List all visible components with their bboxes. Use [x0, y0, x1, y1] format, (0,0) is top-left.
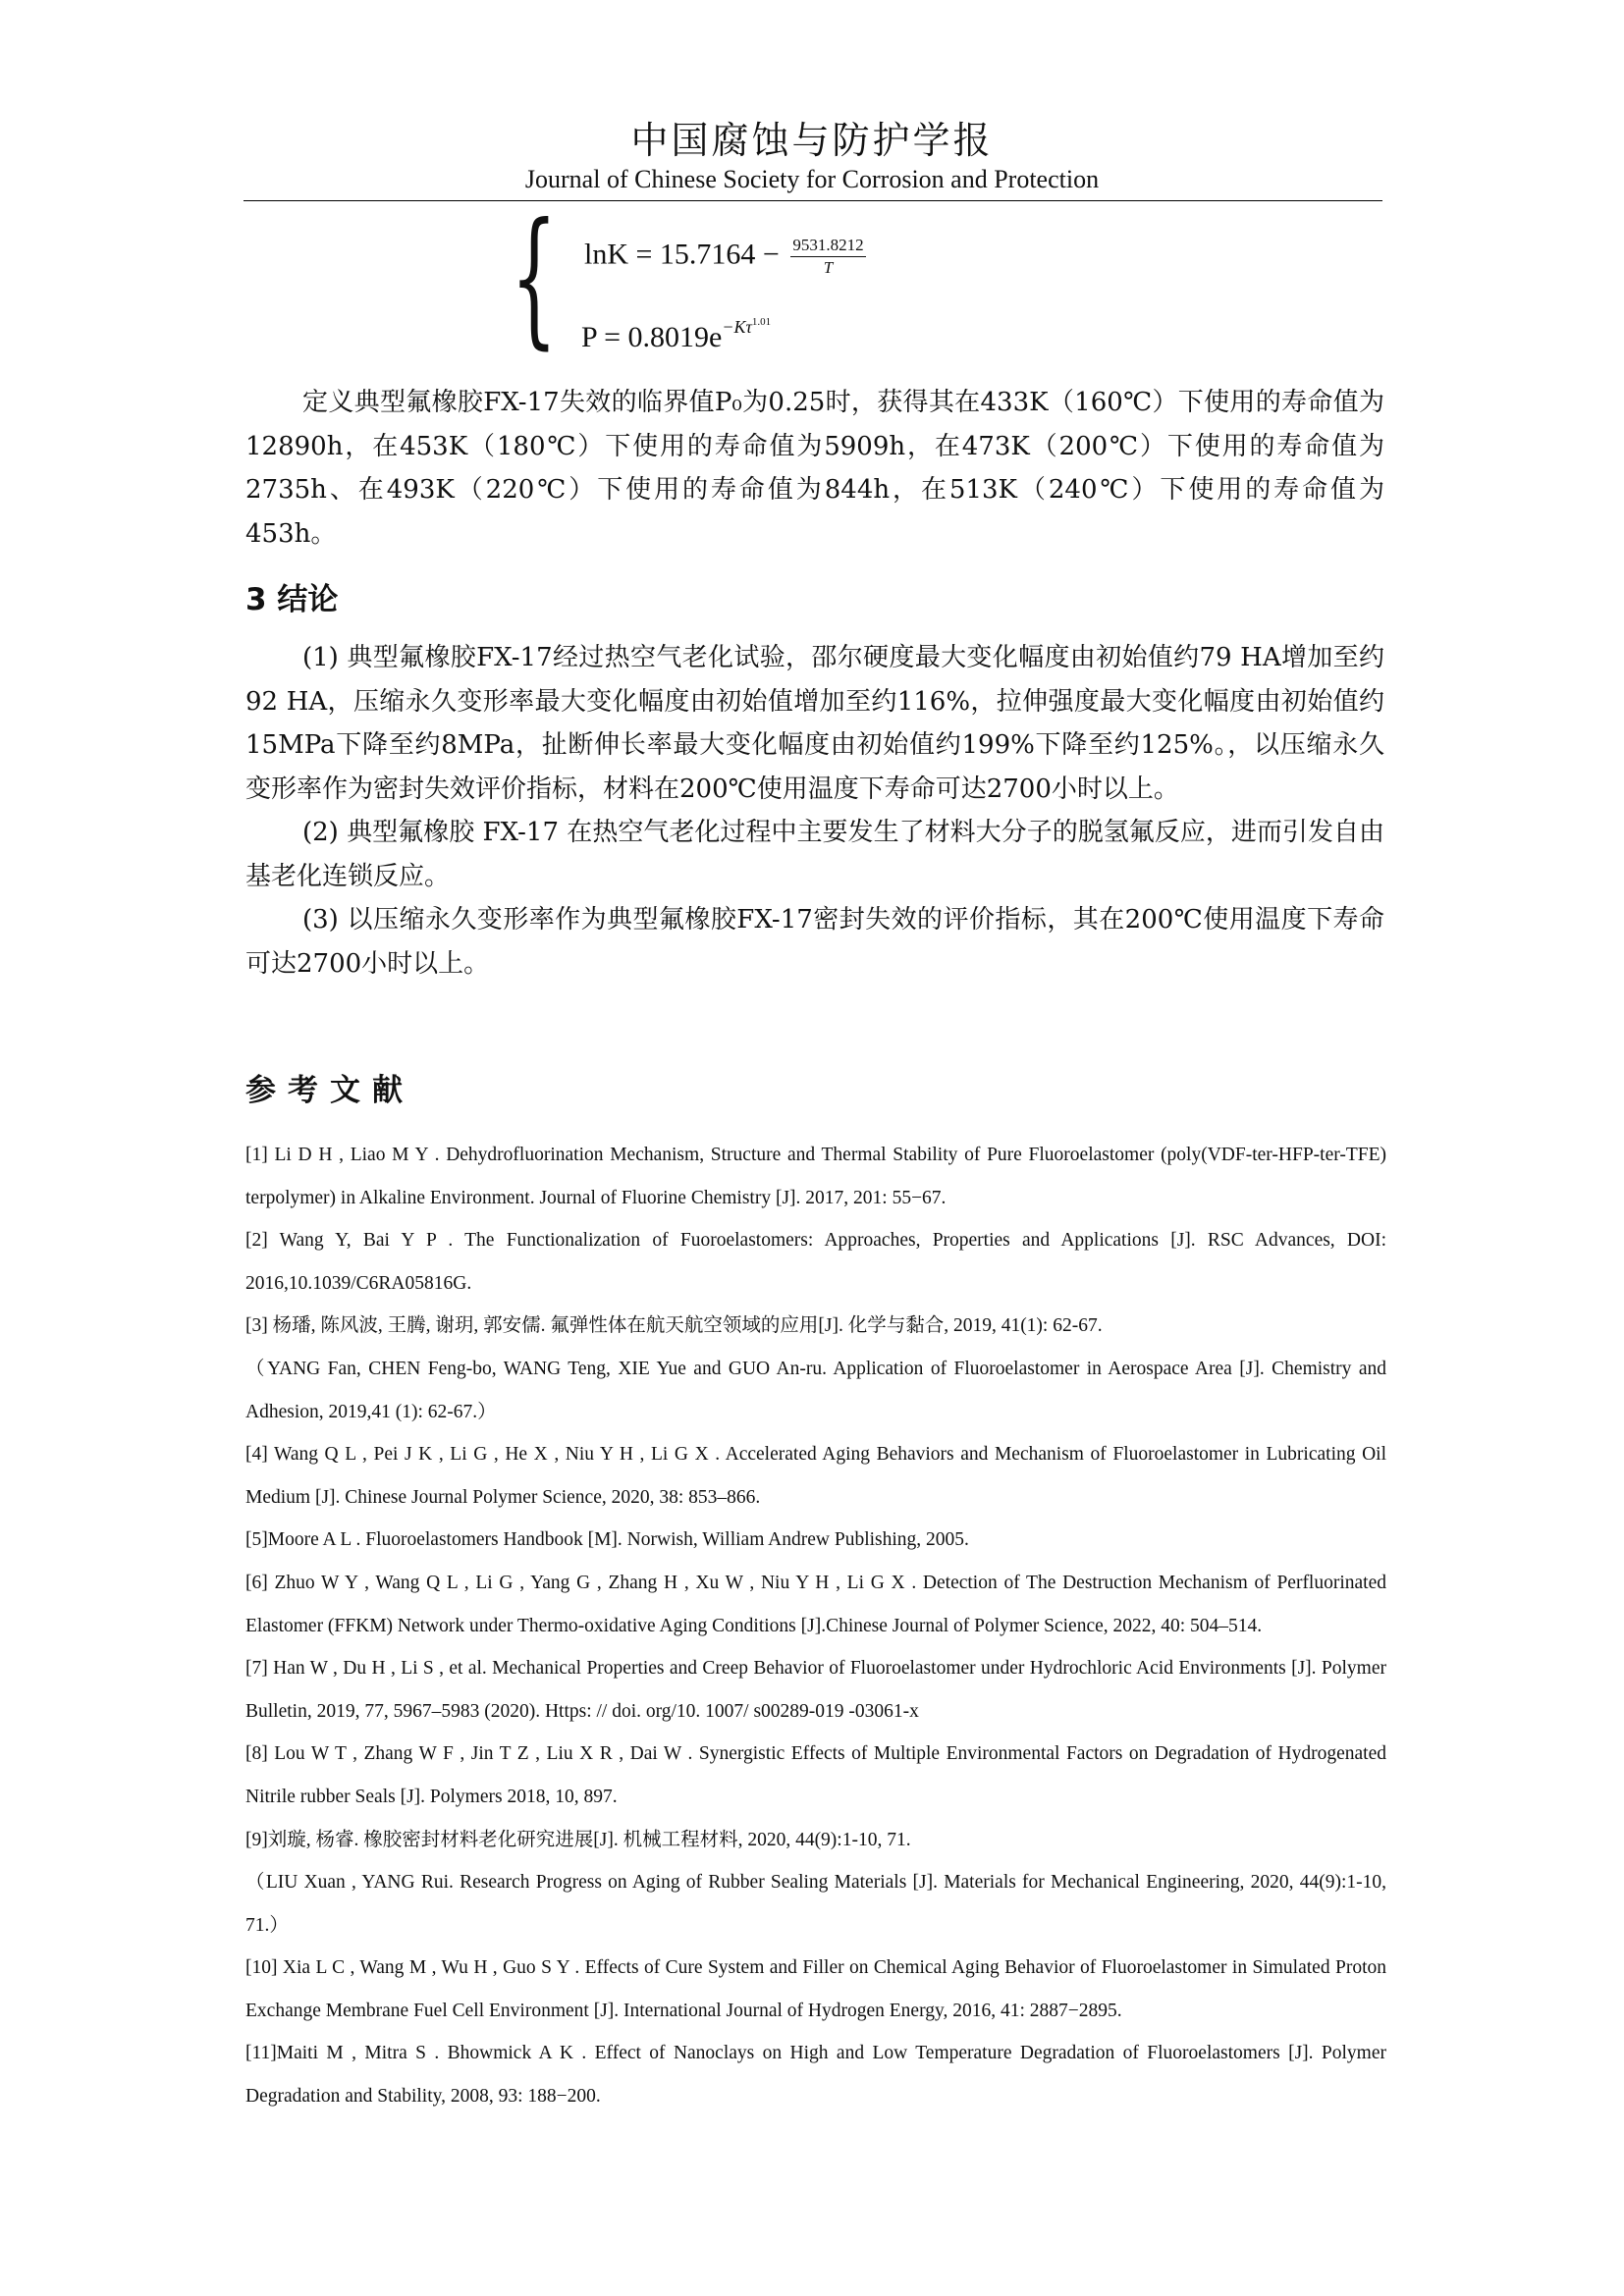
reference-item: [11]Maiti M , Mitra S . Bhowmick A K . Effect of Nanoclays on High and Low Temperature Degradation of Fluoroelastomers [J]. Polymer Degradation and Stability, 2008, 93: 188−200.	[245, 2043, 1386, 2108]
references-title: 参考文献	[245, 1073, 414, 1108]
reference-list	[245, 1134, 1386, 2118]
equation-p-lhs: P = 0.8019e	[581, 321, 723, 353]
left-brace: {	[511, 192, 558, 363]
reference-item: （LIU Xuan , YANG Rui. Research Progress on Aging of Rubber Sealing Materials [J]. Materials for Mechanical Engineering, 2020, 44(9):1-10, 71.）	[245, 1872, 1386, 1936]
equation-ln-k-lhs: lnK = 15.7164 −	[584, 238, 787, 271]
reference-item: [7] Han W , Du H , Li S , et al. Mechanical Properties and Creep Behavior of Fluoroelastomer under Hydrochloric Acid Environments [J]. Polymer Bulletin, 2019, 77, 5967–5983 (2020). Https: // doi. org/10. 1007/ s00289-019 -03061-x	[245, 1658, 1386, 1722]
exponent-base: −Kτ	[722, 317, 752, 337]
equation-exponent	[722, 317, 771, 337]
journal-title-en: Journal of Chinese Society for Corrosion and Protection	[524, 165, 1100, 193]
exponent-power: 1.01	[751, 316, 772, 328]
reference-item: [2] Wang Y, Bai Y P . The Functionalization of Fuoroelastomers: Approaches, Properties and Applications [J]. RSC Advances, DOI: 2016,10.1039/C6RA05816G.	[245, 1230, 1386, 1294]
reference-item: [9]刘璇, 杨睿. 橡胶密封材料老化研究进展[J]. 机械工程材料, 2020, 44(9):1-10, 71.	[245, 1829, 911, 1850]
conclusion-item-3: (3) 以压缩永久变形率作为典型氟橡胶FX-17密封失效的评价指标，其在200℃使用温度下寿命可达2700小时以上。	[245, 905, 1384, 979]
reference-item: [10] Xia L C , Wang M , Wu H , Guo S Y . Effects of Cure System and Filler on Chemical Aging Behavior of Fluoroelastomer in Simulated Proton Exchange Membrane Fuel Cell Environment [J]. International Journal of Hydrogen Energy, 2016, 41: 2887−2895.	[245, 1957, 1386, 2021]
conclusion-block	[245, 636, 1384, 986]
conclusion-item-2: (2) 典型氟橡胶 FX-17 在热空气老化过程中主要发生了材料大分子的脱氢氟反应，进而引发自由基老化连锁反应。	[245, 818, 1384, 891]
reference-item: [5]Moore A L . Fluoroelastomers Handbook [M]. Norwish, William Andrew Publishing, 2005.	[245, 1529, 969, 1551]
section-title-conclusion: 3 结论	[245, 582, 339, 617]
reference-item: [6] Zhuo W Y , Wang Q L , Li G , Yang G , Zhang H , Xu W , Niu Y H , Li G X . Detection of The Destruction Mechanism of Perfluorinated Elastomer (FFKM) Network under Thermo-oxidative Aging Conditions [J].Chinese Journal of Polymer Science, 2022, 40: 504–514.	[245, 1572, 1386, 1636]
reference-item: （YANG Fan, CHEN Feng-bo, WANG Teng, XIE Yue and GUO An-ru. Application of Fluoroelastomer in Aerospace Area [J]. Chemistry and Adhesion, 2019,41 (1): 62-67.）	[245, 1358, 1386, 1422]
conclusion-item-1: (1) 典型氟橡胶FX-17经过热空气老化试验，邵尔硬度最大变化幅度由初始值约79 HA增加至约92 HA，压缩永久变形率最大变化幅度由初始值增加至约116%，拉伸强度最大变化幅度由初始值约15MPa下降至约8MPa，扯断伸长率最大变化幅度由初始值约199%下降至约125%。，以压缩永久变形率作为密封失效评价指标，材料在200℃使用温度下寿命可达2700小时以上。	[245, 643, 1384, 804]
definition-paragraph-block	[245, 381, 1384, 556]
fraction-numerator: 9531.8212	[790, 236, 865, 257]
reference-item: [8] Lou W T , Zhang W F , Jin T Z , Liu X R , Dai W . Synergistic Effects of Multiple Environmental Factors on Degradation of Hydrogenated Nitrile rubber Seals [J]. Polymers 2018, 10, 897.	[245, 1743, 1386, 1807]
definition-paragraph: 定义典型氟橡胶FX-17失效的临界值P₀为0.25时，获得其在433K（160℃）下使用的寿命值为12890h，在453K（180℃）下使用的寿命值为5909h，在473K（200℃）下使用的寿命值为2735h、在493K（220℃）下使用的寿命值为844h，在513K（240℃）下使用的寿命值为453h。	[245, 388, 1384, 549]
reference-item: [3] 杨璠, 陈风波, 王腾, 谢玥, 郭安儒. 氟弹性体在航天航空领域的应用[J]. 化学与黏合, 2019, 41(1): 62-67.	[245, 1315, 1103, 1337]
equation-p	[581, 316, 771, 354]
equation-system	[511, 192, 1001, 365]
journal-title-cn: 中国腐蚀与防护学报	[630, 119, 994, 162]
reference-item: [1] Li D H , Liao M Y . Dehydrofluorination Mechanism, Structure and Thermal Stability of Pure Fluoroelastomer (poly(VDF-ter-HFP-ter-TFE) terpolymer) in Alkaline Environment. Journal of Fluorine Chemistry [J]. 2017, 201: 55−67.	[245, 1145, 1386, 1208]
reference-item: [4] Wang Q L , Pei J K , Li G , He X , Niu Y H , Li G X . Accelerated Aging Behaviors and Mechanism of Fluoroelastomer in Lubricating Oil Medium [J]. Chinese Journal Polymer Science, 2020, 38: 853–866.	[245, 1444, 1386, 1508]
header-divider	[244, 200, 1382, 201]
equation-fraction	[790, 236, 865, 278]
equation-ln-k	[584, 236, 866, 278]
fraction-denominator: T	[823, 258, 834, 277]
